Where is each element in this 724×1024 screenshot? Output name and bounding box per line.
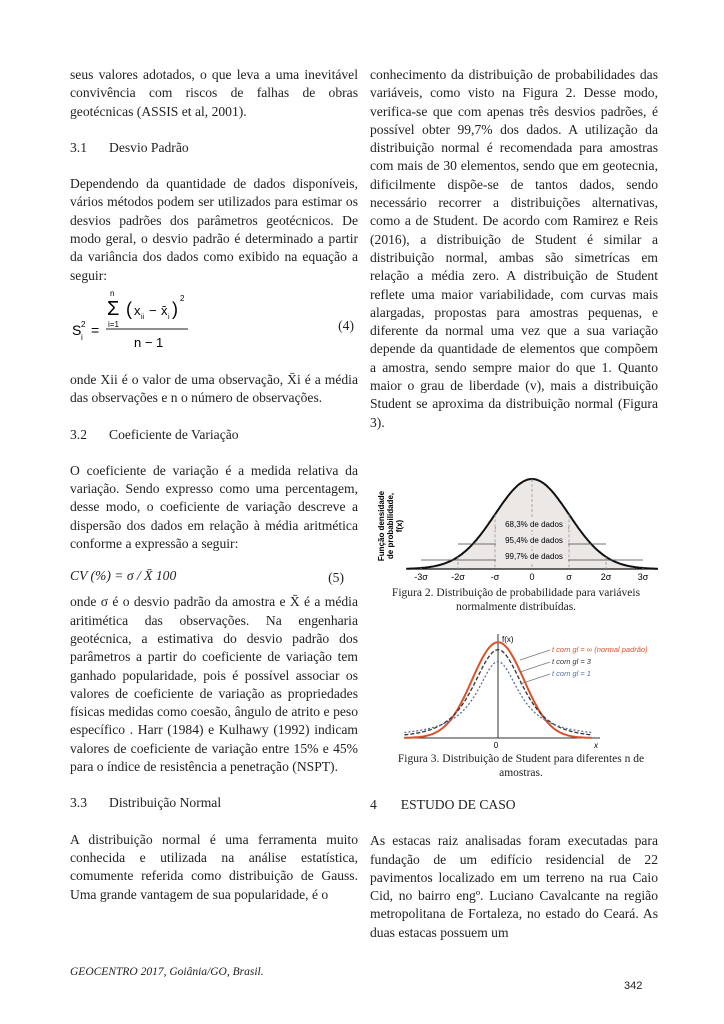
x-tick-label: 2σ — [600, 572, 612, 582]
section-number: 3.2 — [70, 426, 87, 442]
section-4 — [370, 796, 658, 942]
section-title: Distribuição Normal — [109, 795, 222, 811]
legend-entry: t com gl = 1 — [552, 669, 591, 678]
svg-text:2: 2 — [180, 293, 185, 303]
paragraph: Dependendo da quantidade de dados disponíveis, vários métodos podem ser utilizados para estimar os desvios padrões dos parâmetros geotécnicos. De modo geral, o desvio padrão é determinado a partir da variância dos dados como exibido na equação a seguir: — [70, 176, 358, 283]
paragraph: As estacas raiz analisadas foram executadas para fundação de um edifício residencial de 22 pavimentos localizado em um terreno na rua Caio Cid, no bairro engº. Luciano Cavalcante na região metropolitana de Fortaleza, no estado do Ceará. As duas estacas possuem um — [370, 833, 658, 940]
x-axis-label: x — [594, 741, 598, 748]
equation-4 — [70, 285, 358, 371]
section-heading-4 — [370, 796, 658, 814]
paragraph: O coeficiente de variação é a medida relativa da variação. Sendo expresso como uma percentagem, desse modo, o coeficiente de variação descreve a dispersão dos dados em relação à média aritmética conforme a expressão a seguir: — [70, 462, 358, 552]
x-tick-zero: 0 — [493, 741, 499, 748]
equation-number: (4) — [338, 317, 354, 333]
figure-2-caption: Figura 2. Distribuição de probabilidade para variáveis normalmente distribuídas. — [391, 587, 641, 613]
section-heading-3-2 — [70, 426, 358, 444]
x-tick-label: -2σ — [451, 572, 465, 582]
legend-leader — [520, 650, 550, 660]
svg-text:x̄: x̄ — [161, 302, 168, 318]
ylabel-line1: Função densidade — [377, 490, 386, 562]
section-title: Desvio Padrão — [109, 139, 189, 155]
section-title: ESTUDO DE CASO — [400, 797, 516, 812]
x-tick-label: -3σ — [414, 572, 428, 582]
svg-text:x: x — [134, 302, 141, 318]
equation-5-formula: CV (%) = σ / X̄ 100 — [70, 568, 177, 584]
section-number: 3.3 — [70, 795, 87, 811]
section-heading-3-3 — [70, 794, 358, 812]
legend — [520, 645, 648, 684]
svg-text:2: 2 — [81, 319, 86, 329]
figure-2 — [370, 456, 660, 584]
legend-entry: t com gl = ∞ (normal padrão) — [552, 645, 648, 654]
figure-3-caption: Figura 3. Distribuição de Student para diferentes n de amostras. — [397, 753, 645, 779]
footer: GEOCENTRO 2017, Goiânia/GO, Brasil. — [70, 966, 264, 978]
section-title: Coeficiente de Variação — [109, 426, 239, 442]
right-column — [370, 66, 658, 432]
figure-2-chart — [370, 456, 660, 584]
annotation-label: 95,4% de dados — [505, 536, 563, 545]
figure-3 — [400, 630, 670, 748]
ylabel-line3: f(x) — [395, 519, 404, 533]
svg-text:(: ( — [126, 298, 132, 319]
annotation-label: 99,7% de dados — [505, 552, 563, 561]
section-number: 4 — [370, 797, 377, 812]
left-column — [70, 66, 358, 904]
annotations — [421, 519, 643, 562]
paragraph: conhecimento da distribuição de probabilidades das variáveis, como visto na Figura 2. Desse modo, verifica-se que com apenas três desvios padrões, é possível obter 99,7% dos dados. A utilização da distribuição normal é recomendada para amostras com mais de 30 elementos, sendo que em geotecnia, dificilmente dispõe-se de tantos dados, sendo necessário recorrer a distribuições alternativas, como a de Student. De acordo com Ramirez e Reis (2016), a distribuição de Student é similar a distribuição normal, ambas são simetrícas em relação a média zero. A distribuição de Student reflete uma maior variabilidade, com curvas mais alargadas, propostas para amostras pequenas, e diferente da normal uma vez que a sua variação depende da quantidade de elementos que compõem a amostra, sendo sempre maior do que 1. Quanto maior o grau de liberdade (v), mais a distribuição Student se aproxima da distribuição normal (Figura 3). — [370, 67, 658, 430]
svg-text:Σ: Σ — [107, 297, 120, 320]
legend-leader — [520, 662, 550, 672]
svg-text:n − 1: n − 1 — [134, 334, 164, 350]
figure-3-chart — [400, 630, 670, 748]
x-tick-label: -σ — [490, 572, 500, 582]
ylabel-line2: de probabilidade, — [386, 492, 395, 560]
annotation-label: 68,3% de dados — [505, 520, 563, 529]
paragraph: onde σ é o desvio padrão da amostra e X̄ é a média aritimética das observações. Na engenharia geotécnica, a estimativa do desvio padrão dos parâmetros a partir do coeficiente de variação tem ganhado popularidade, pois é possível associar os valores de coeficiente de variação as propriedades físicas medidas como coesão, ângulo de atrito e peso específico . Harr (1984) e Kulhawy (1992) indicam valores de coeficiente de variação entre 15% e 45% para o índice de resistência a penetração (NSPT). — [70, 594, 358, 775]
section-heading-3-1 — [70, 139, 358, 157]
x-tick-labels — [414, 572, 649, 582]
svg-text:i: i — [81, 332, 83, 342]
svg-text:ii: ii — [141, 313, 145, 321]
x-tick-label: 3σ — [637, 572, 649, 582]
svg-text:S: S — [72, 321, 82, 338]
svg-text:i=1: i=1 — [108, 319, 119, 329]
svg-text:−: − — [149, 302, 157, 318]
paragraph: onde Xii é o valor de uma observação, X̄i é a média das observações e n o número de observações. — [70, 371, 358, 406]
svg-text:=: = — [91, 321, 100, 338]
x-tick-label: 0 — [529, 572, 535, 582]
paragraph: seus valores adotados, o que leva a uma inevitável convivência com riscos de falhas de obras geotécnicas (ASSIS et al, 2001). — [70, 67, 358, 119]
svg-text:): ) — [172, 298, 178, 319]
equation-number: (5) — [328, 570, 344, 586]
paragraph: A distribuição normal é uma ferramenta muito conhecida e utilizada na análise estatística, comumente referida como distribuição de Gauss. Uma grande vantagem de sua popularidade, é o — [70, 831, 358, 902]
svg-text:i: i — [168, 313, 170, 321]
equation-5 — [70, 559, 358, 593]
page-number: 342 — [624, 980, 643, 992]
section-number: 3.1 — [70, 139, 87, 155]
y-axis-label: f(x) — [502, 635, 514, 644]
svg-text:n: n — [110, 288, 115, 298]
equation-4-formula — [70, 285, 270, 371]
x-tick-label: σ — [566, 572, 572, 582]
figure-2-ylabel — [377, 490, 404, 561]
legend-entry: t com gl = 3 — [552, 657, 591, 666]
